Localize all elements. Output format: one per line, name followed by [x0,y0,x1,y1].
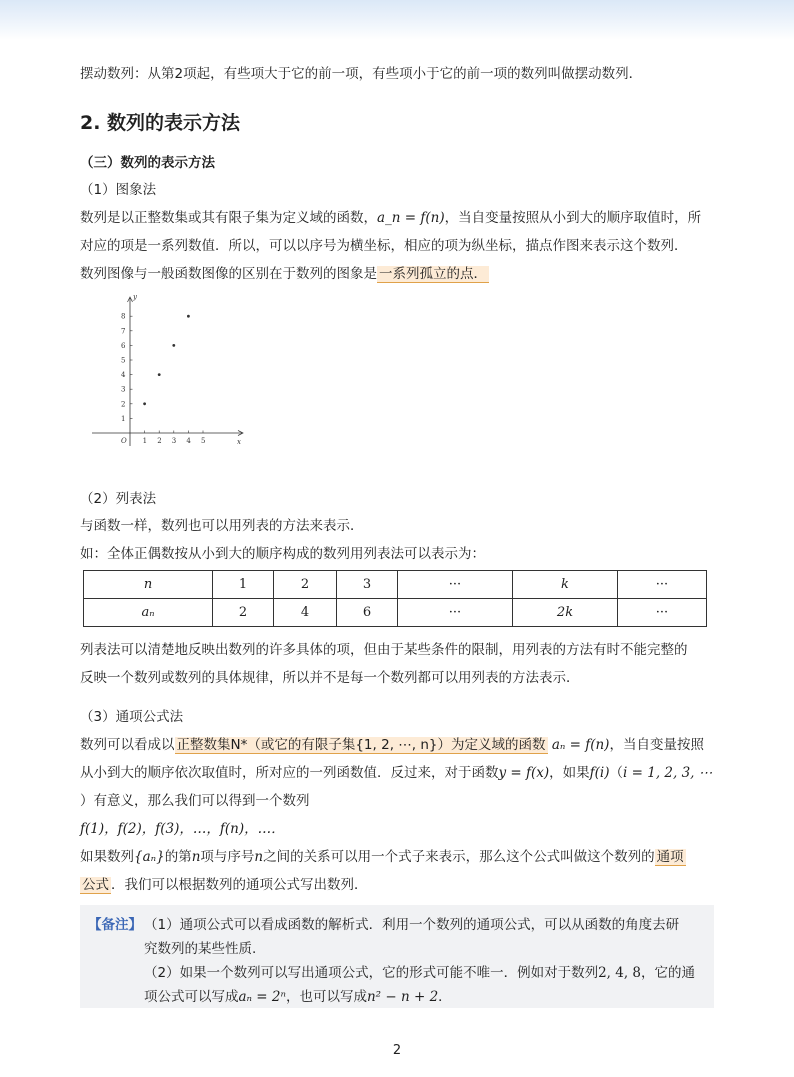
y-tick-label: 8 [121,312,126,321]
note-p1b: 究数列的某些性质. [144,941,257,957]
data-point [172,344,175,347]
text: ，当自变量按照从小到大的顺序取值时，所 [444,210,702,226]
formula: n [191,849,201,865]
text: 项公式可以写成 [144,989,239,1005]
text: ，如果 [549,765,590,781]
sequence-graph [88,290,258,455]
intro-line: 摆动数列：从第2项起，有些项大于它的前一项，有些项小于它的前一项的数列叫做摆动数列． [80,66,643,82]
data-point [143,402,146,405]
text: 之间的关系可以用一个式子来表示，那么这个公式叫做这个数列的 [263,849,655,865]
method1-line1 [80,206,701,226]
section-title: 2. 数列的表示方法 [80,112,241,134]
text: 如果数列 [80,849,134,865]
y-tick-label: 6 [121,341,126,350]
method1-line3 [80,262,489,282]
table-cell: 4 [274,599,337,627]
method3-label: （3）通项公式法 [80,709,184,725]
method3-line4: f(1)，f(2)，f(3)，…，f(n)，…． [80,821,285,837]
table-cell: 2k [513,599,618,627]
page-number: 2 [392,1043,402,1058]
method3-line2 [80,761,712,781]
x-tick-label: 3 [171,437,177,445]
table-cell: 1 [213,571,274,599]
formula: 2, 4, 8 [598,965,642,981]
note-p3 [144,985,452,1005]
text: ． [438,989,452,1005]
table-cell: 6 [337,599,398,627]
text: ，它的通 [641,965,696,981]
formula: f(i) [589,765,610,781]
formula: n [254,849,264,865]
table-row [84,571,707,599]
note-box [80,905,714,1008]
x-tick-label: 5 [201,437,206,445]
note-p1a: （1）通项公式可以看成函数的解析式．利用一个数列的通项公式，可以从函数的角度去研 [144,917,680,933]
method2-line1: 与函数一样，数列也可以用列表的方法来表示． [80,518,364,534]
formula: n² − n + 2 [366,989,439,1005]
formula: aₙ = 2ⁿ [238,989,286,1005]
formula: a_n = f(n) [377,210,445,226]
text: ．我们可以根据数列的通项公式写出数列． [111,877,368,893]
formula: {aₙ} [134,849,165,865]
table-cell: aₙ [84,599,213,627]
header-band [0,0,794,40]
sequence-table [83,570,707,627]
method1-label: （1）图象法 [80,182,157,198]
data-point [187,315,190,318]
y-tick-label: 1 [121,414,126,423]
text: 从小到大的顺序依次取值时，所对应的一列函数值．反过来，对于函数 [80,765,499,781]
method2-after1: 列表法可以清楚地反映出数列的许多具体的项，但由于某些条件的限制，用列表的方法有时不能完整的 [80,642,688,658]
y-tick-label: 2 [121,400,126,409]
highlight: 正整数集N*（或它的有限子集{1, 2, ⋯, n}）为定义域的函数 [176,737,546,753]
table-cell: 2 [274,571,337,599]
table-cell: ··· [618,599,707,627]
method3-line3: ）有意义，那么我们可以得到一个数列 [80,793,310,809]
method3-line5 [80,845,686,865]
note-p2 [144,961,695,981]
table-cell: n [84,571,213,599]
origin-label: O [121,437,127,445]
x-tick-label: 1 [142,437,148,445]
method2-after2: 反映一个数列或数列的具体规律，所以并不是每一个数列都可以用列表的方法表示． [80,670,580,686]
formula: i = 1, 2, 3, ⋯ [623,765,713,781]
x-tick-label: 4 [186,437,191,445]
highlight: 通项 [656,849,684,865]
text: ，当自变量按照 [609,737,704,753]
note-tag: 【备注】 [88,917,142,933]
method2-label: （2）列表法 [80,491,157,507]
text: ，也可以写成 [285,989,367,1005]
x-tick-label: 2 [157,437,162,445]
text: 的第 [164,849,192,865]
table-cell: ··· [618,571,707,599]
y-tick-label: 5 [121,356,126,365]
method2-line2: 如：全体正偶数按从小到大的顺序构成的数列用列表法可以表示为： [80,546,485,562]
method3-line6 [80,873,368,893]
formula: y = f(x) [498,765,550,781]
text: 数列可以看成以 [80,737,175,753]
highlight: 一系列孤立的点． [379,266,487,282]
text: 项与序号 [200,849,255,865]
data-point [158,373,161,376]
table-cell: ··· [398,571,513,599]
y-tick-label: 7 [121,327,126,336]
formula: aₙ = f(n) [551,737,610,753]
subsection-title: （三）数列的表示方法 [80,155,215,171]
y-tick-label: 4 [121,371,126,380]
method3-line1 [80,733,704,753]
text: 数列图像与一般函数图像的区别在于数列的图象是 [80,266,377,282]
text: 数列是以正整数集或其有限子集为定义域的函数， [80,210,377,226]
table-cell: k [513,571,618,599]
y-axis-label: y [133,293,137,301]
method1-line2: 对应的项是一系列数值．所以，可以以序号为横坐标，相应的项为纵坐标，描点作图来表示这个数列． [80,238,688,254]
table-cell: 2 [213,599,274,627]
table-cell: 3 [337,571,398,599]
highlight: 公式 [82,877,109,893]
y-tick-label: 3 [121,385,126,394]
x-axis-label: x [237,438,241,446]
table-row [84,599,707,627]
text: （2）如果一个数列可以写出通项公式，它的形式可能不唯一．例如对于数列 [144,965,599,981]
table-cell: ··· [398,599,513,627]
text: （ [609,765,624,781]
